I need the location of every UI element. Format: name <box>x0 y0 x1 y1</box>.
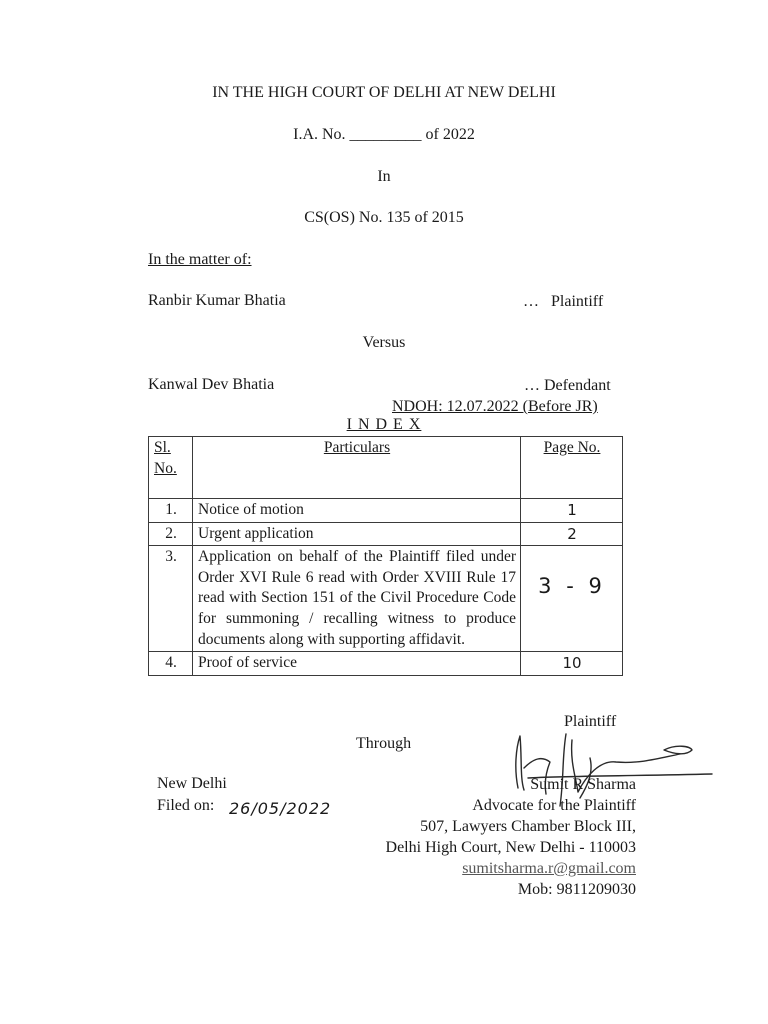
filing-place: New Delhi <box>157 775 227 792</box>
row-sl: 3. <box>149 546 193 652</box>
row-particulars: Notice of motion <box>193 499 521 523</box>
index-table <box>148 436 623 676</box>
header-sl: Sl. No. <box>149 437 193 499</box>
row-page: 10 <box>521 652 623 676</box>
row-particulars: Application on behalf of the Plaintiff filed under Order XVI Rule 6 read with Order XVIII Rule 17 read with Section 151 of the Civil Procedure Code for summoning / recalling witness to produce documents along with supporting affidavit. <box>193 546 521 652</box>
suit-number: CS(OS) No. 135 of 2015 <box>304 209 464 226</box>
header-page: Page No. <box>521 437 623 499</box>
in-word: In <box>377 168 391 185</box>
versus-label: Versus <box>362 334 406 351</box>
advocate-title: Advocate for the Plaintiff <box>472 797 636 814</box>
table-header-row <box>149 437 623 499</box>
table-row <box>149 546 623 652</box>
row-page: 3 - 9 <box>521 546 623 652</box>
footer-through: Through <box>356 735 412 752</box>
advocate-mobile: Mob: 9811209030 <box>517 881 636 898</box>
footer-plaintiff: Plaintiff <box>564 713 617 730</box>
court-title: IN THE HIGH COURT OF DELHI AT NEW DELHI <box>212 84 556 101</box>
row-sl: 4. <box>149 652 193 676</box>
row-sl: 2. <box>149 522 193 546</box>
address-line-1: 507, Lawyers Chamber Block III, <box>420 818 636 835</box>
row-sl: 1. <box>149 499 193 523</box>
address-line-2: Delhi High Court, New Delhi - 110003 <box>385 839 636 856</box>
table-row <box>149 522 623 546</box>
index-title: I N D E X <box>346 416 422 433</box>
table-row <box>149 652 623 676</box>
ndoh-note: NDOH: 12.07.2022 (Before JR) <box>392 398 598 415</box>
ia-number: I.A. No. _________ of 2022 <box>293 126 475 143</box>
plaintiff-role: … Plaintiff <box>523 293 604 310</box>
advocate-email-link[interactable]: sumitsharma.r@gmail.com <box>462 860 636 877</box>
header-particulars: Particulars <box>193 437 521 499</box>
row-page: 1 <box>521 499 623 523</box>
row-particulars: Proof of service <box>193 652 521 676</box>
filed-date: 26/05/2022 <box>229 799 332 818</box>
row-particulars: Urgent application <box>193 522 521 546</box>
defendant-name: Kanwal Dev Bhatia <box>148 376 275 393</box>
row-page: 2 <box>521 522 623 546</box>
advocate-name: Sumit R Sharma <box>530 776 636 793</box>
plaintiff-name: Ranbir Kumar Bhatia <box>148 292 286 309</box>
table-row <box>149 499 623 523</box>
defendant-role: … Defendant <box>524 377 611 394</box>
filed-on-label: Filed on: <box>157 797 215 814</box>
matter-heading: In the matter of: <box>148 251 252 268</box>
